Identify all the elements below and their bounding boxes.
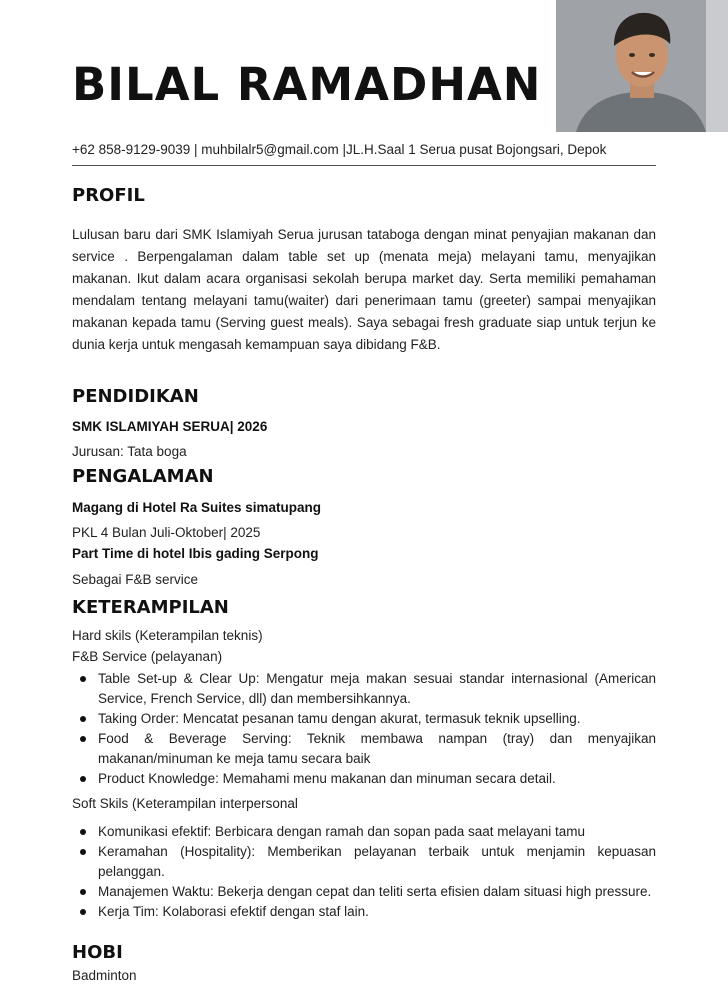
hard-skills-label: Hard skils (Keterampilan teknis)	[72, 628, 263, 643]
header-divider	[72, 165, 656, 166]
section-heading-pengalaman: PENGALAMAN	[72, 466, 214, 487]
list-item: Komunikasi efektif: Berbicara dengan ramah dan sopan pada saat melayani tamu	[72, 822, 656, 842]
section-heading-pendidikan: PENDIDIKAN	[72, 386, 199, 407]
list-item: Keramahan (Hospitality): Memberikan pelayanan terbaik untuk menjamin kepuasan pelanggan.	[72, 842, 656, 882]
list-item: Manajemen Waktu: Bekerja dengan cepat dan teliti serta efisien dalam situasi high pressure.	[72, 882, 656, 902]
contact-info: +62 858-9129-9039 | muhbilalr5@gmail.com |JL.H.Saal 1 Serua pusat Bojongsari, Depok	[72, 142, 607, 157]
list-item: Table Set-up & Clear Up: Mengatur meja makan sesuai standar internasional (American Service, French Service, dll) dan membersihkannya.	[72, 669, 656, 709]
hard-skills-list	[72, 669, 656, 789]
list-item: Food & Beverage Serving: Teknik membawa nampan (tray) dan menyajikan makanan/minuman ke meja tamu secara baik	[72, 729, 656, 769]
section-heading-hobi: HOBI	[72, 942, 123, 963]
experience-title: Magang di Hotel Ra Suites simatupang	[72, 500, 322, 515]
experience-title: Part Time di hotel Ibis gading Serpong	[72, 546, 319, 561]
profile-photo	[556, 0, 728, 132]
hard-skills-sublabel: F&B Service (pelayanan)	[72, 649, 223, 664]
list-item: Taking Order: Mencatat pesanan tamu dengan akurat, termasuk teknik upselling.	[72, 709, 656, 729]
soft-skills-list	[72, 822, 656, 922]
profil-text: Lulusan baru dari SMK Islamiyah Serua jurusan tataboga dengan minat penyajian makanan dan service . Berpengalaman dalam table set up (menata meja) melayani tamu, menyajikan makanan. Ikut dalam acara organisasi sekolah berupa market day. Serta memiliki pemahaman mendalam tentang melayani tamu(waiter) dari penerimaan tamu (greeter) sampai menyajikan makanan kepada tamu (Serving guest meals). Saya sebagai fresh graduate siap untuk terjun ke dunia kerja untuk mengasah kemampuan saya dibidang F&B.	[72, 227, 656, 352]
experience-detail: PKL 4 Bulan Juli-Oktober| 2025	[72, 525, 261, 540]
experience-detail: Sebagai F&B service	[72, 572, 199, 587]
education-school: SMK ISLAMIYAH SERUA| 2026	[72, 419, 268, 434]
list-item: Kerja Tim: Kolaborasi efektif dengan staf lain.	[72, 902, 656, 922]
section-heading-profil: PROFIL	[72, 185, 145, 206]
soft-skills-label: Soft Skils (Keterampilan interpersonal	[72, 796, 298, 811]
hobby-item: Badminton	[72, 968, 137, 983]
section-heading-keterampilan: KETERAMPILAN	[72, 597, 229, 618]
education-major: Jurusan: Tata boga	[72, 444, 187, 459]
list-item: Product Knowledge: Memahami menu makanan dan minuman secara detail.	[72, 769, 656, 789]
candidate-name: BILAL RAMADHAN	[72, 58, 542, 111]
